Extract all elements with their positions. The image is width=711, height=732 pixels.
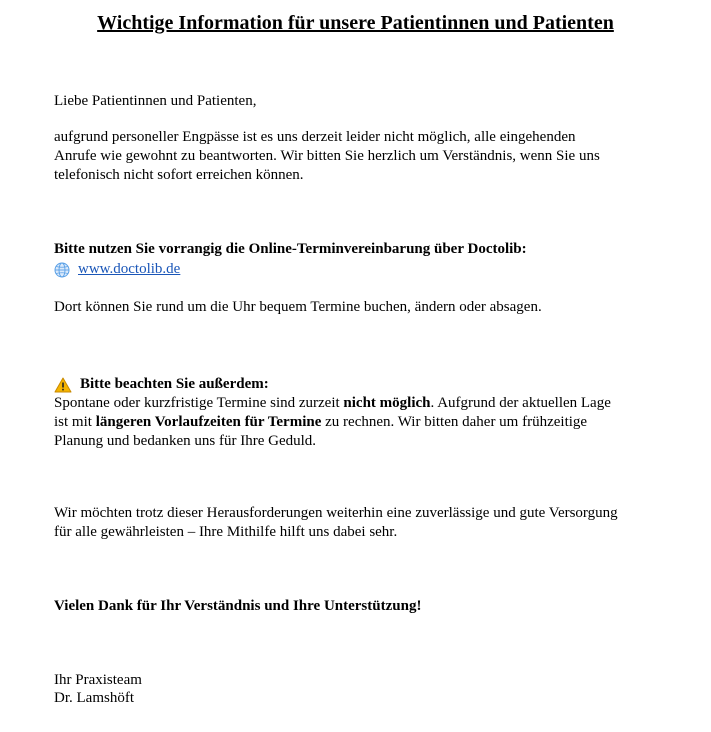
warning-paragraph [54, 394, 664, 451]
mission-line: Wir möchten trotz dieser Herausforderungen weiterhin eine zuverlässige und gute Versorgung [54, 505, 618, 521]
online-booking-heading: Bitte nutzen Sie vorrangig die Online-Terminvereinbarung über Doctolib: [54, 241, 527, 257]
warning-emphasis: nicht möglich [343, 395, 431, 411]
mission-paragraph [54, 504, 669, 542]
warning-line: Planung und bedanken uns für Ihre Geduld. [54, 433, 317, 449]
warning-line [54, 394, 664, 413]
warning-text: ist mit [54, 414, 96, 430]
warning-emphasis: längeren Vorlaufzeiten für Termine [95, 414, 322, 430]
warning-line [54, 413, 664, 432]
doctolib-link[interactable]: www.doctolib.de [78, 261, 181, 277]
signature-doctor: Dr. Lamshöft [54, 690, 134, 706]
mission-line: für alle gewährleisten – Ihre Mithilfe hilft uns dabei sehr. [54, 524, 398, 540]
globe-icon [54, 262, 70, 278]
signature-team: Ihr Praxisteam [54, 672, 142, 688]
warning-icon [54, 377, 72, 393]
warning-heading-row [54, 375, 674, 394]
doctolib-link-row [54, 260, 674, 279]
intro-line: Anrufe wie gewohnt zu beantworten. Wir bitten Sie herzlich um Verständnis, wenn Sie uns [54, 148, 600, 164]
booking-info: Dort können Sie rund um die Uhr bequem Termine buchen, ändern oder absagen. [54, 299, 542, 315]
intro-line: telefonisch nicht sofort erreichen können. [54, 167, 304, 183]
intro-line: aufgrund personeller Engpässe ist es uns derzeit leider nicht möglich, alle eingehenden [54, 129, 576, 145]
warning-text: zu rechnen. Wir bitten daher um frühzeitige [321, 414, 588, 430]
intro-paragraph [54, 128, 674, 185]
greeting: Liebe Patientinnen und Patienten, [54, 93, 257, 109]
warning-text: Spontane oder kurzfristige Termine sind zurzeit [54, 395, 344, 411]
page-title: Wichtige Information für unsere Patientinnen und Patienten [97, 12, 614, 34]
warning-heading: Bitte beachten Sie außerdem: [80, 376, 269, 392]
thanks-line: Vielen Dank für Ihr Verständnis und Ihre Unterstützung! [54, 598, 422, 614]
warning-text: . Aufgrund der aktuellen Lage [430, 395, 611, 411]
